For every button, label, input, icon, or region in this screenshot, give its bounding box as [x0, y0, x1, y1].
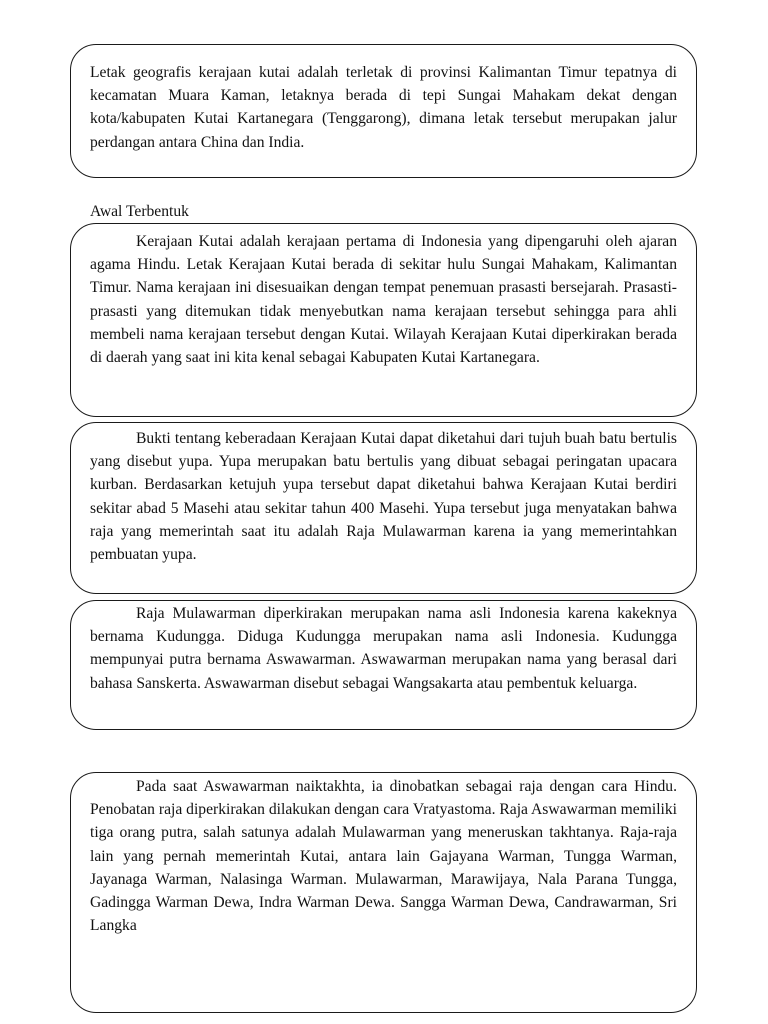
- section-heading: Awal Terbentuk: [90, 203, 189, 220]
- aswawarman-paragraph: Pada saat Aswawarman naiktakhta, ia dinobatkan sebagai raja dengan cara Hindu. Penobatan raja diperkirakan dilakukan dengan cara Vratyastoma. Raja Aswawarman memiliki tiga orang putra, salah satunya adalah Mulawarman yang meneruskan takhtanya. Raja-raja lain yang pernah memerintah Kutai, antara lain Gajayana Warman, Tungga Warman, Jayanaga Warman, Nalasinga Warman. Mulawarman, Marawijaya, Nala Parana Tungga, Gadingga Warman Dewa, Indra Warman Dewa. Sangga Warman Dewa, Candrawarman, Sri Langka: [90, 778, 677, 935]
- kutai-intro-paragraph: Kerajaan Kutai adalah kerajaan pertama di Indonesia yang dipengaruhi oleh ajaran agama Hindu. Letak Kerajaan Kutai berada di sekitar hulu Sungai Mahakam, Kalimantan Timur. Nama kerajaan ini disesuaikan dengan tempat penemuan prasasti bersejarah. Prasasti-prasasti yang ditemukan tidak menyebutkan nama kerajaan tersebut sehingga para ahli membeli nama kerajaan tersebut dengan Kutai. Wilayah Kerajaan Kutai diperkirakan berada di daerah yang saat ini kita kenal sebagai Kabupaten Kutai Kartanegara.: [90, 233, 677, 367]
- geography-paragraph: Letak geografis kerajaan kutai adalah terletak di provinsi Kalimantan Timur tepatnya di kecamatan Muara Kaman, letaknya berada di tepi Sungai Mahakam dekat dengan kota/kabupaten Kutai Kartanegara (Tenggarong), dimana letak tersebut merupakan jalur perdangan antara China dan India.: [90, 64, 677, 151]
- mulawarman-origin-paragraph: Raja Mulawarman diperkirakan merupakan nama asli Indonesia karena kakeknya bernama Kudungga. Diduga Kudungga merupakan nama asli Indonesia. Kudungga mempunyai putra bernama Aswawarman. Aswawarman merupakan nama yang berasal dari bahasa Sanskerta. Aswawarman disebut sebagai Wangsakarta atau pembentuk keluarga.: [90, 605, 677, 692]
- yupa-evidence-paragraph: Bukti tentang keberadaan Kerajaan Kutai dapat diketahui dari tujuh buah batu bertulis yang disebut yupa. Yupa merupakan batu bertulis yang dibuat sebagai peringatan upacara kurban. Berdasarkan ketujuh yupa tersebut dapat diketahui bahwa Kerajaan Kutai berdiri sekitar abad 5 Masehi atau sekitar tahun 400 Masehi. Yupa tersebut juga menyatakan bahwa raja yang memerintah saat itu adalah Raja Mulawarman karena ia yang memerintahkan pembuatan yupa.: [90, 430, 677, 564]
